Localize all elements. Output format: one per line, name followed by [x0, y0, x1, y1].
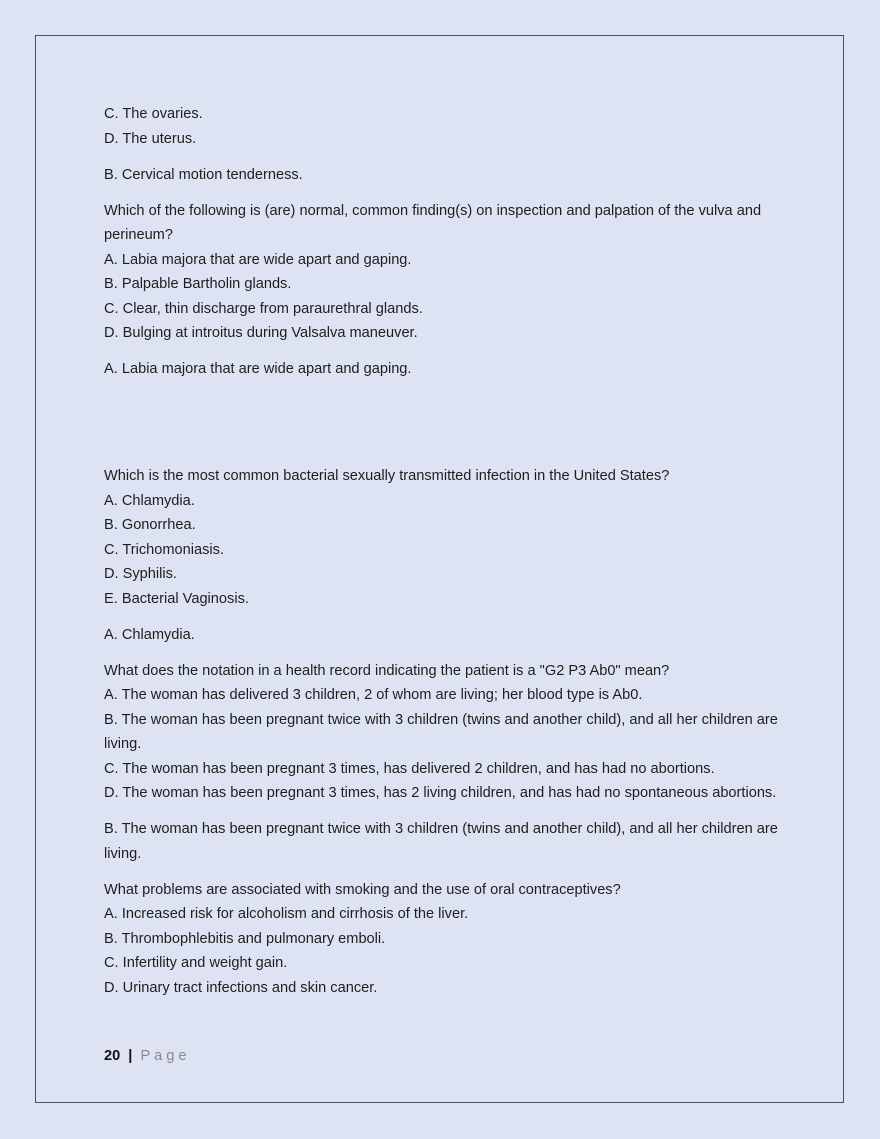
- question-block: [104, 464, 784, 611]
- option-line: C. Trichomoniasis.: [104, 541, 225, 558]
- answer-line: B. The woman has been pregnant twice with 3 children (twins and another child), and all her children are living.: [104, 821, 778, 862]
- answer-line: A. Labia majora that are wide apart and gaping.: [104, 361, 412, 377]
- footer-separator: |: [128, 1048, 133, 1064]
- option-line: C. Clear, thin discharge from paraurethral glands.: [104, 300, 423, 317]
- option-line: A. The woman has delivered 3 children, 2 of whom are living; her blood type is Ab0.: [104, 687, 643, 703]
- question-text: What problems are associated with smoking and the use of oral contraceptives?: [104, 881, 621, 898]
- answer-block: [104, 623, 784, 648]
- option-line: B. Gonorrhea.: [104, 517, 196, 533]
- question-text: Which of the following is (are) normal, common finding(s) on inspection and palpation of the vulva and perineum?: [104, 202, 762, 243]
- option-line: B. Palpable Bartholin glands.: [104, 276, 292, 292]
- question-block: [104, 878, 784, 1001]
- option-line: A. Increased risk for alcoholism and cirrhosis of the liver.: [104, 906, 469, 922]
- question-text: What does the notation in a health record indicating the patient is a "G2 P3 Ab0" mean?: [104, 662, 670, 679]
- answer-line: A. Chlamydia.: [104, 626, 195, 643]
- answer-block: [104, 817, 784, 866]
- option-line: C. The woman has been pregnant 3 times, has delivered 2 children, and has had no abortions.: [104, 760, 715, 777]
- answer-options-continued: [104, 102, 784, 151]
- option-line: D. The woman has been pregnant 3 times, has 2 living children, and has had no spontaneous abortions.: [104, 785, 777, 801]
- answer-block: [104, 163, 784, 188]
- page-footer: [104, 1044, 191, 1068]
- page-label: Page: [140, 1048, 191, 1064]
- answer-line: B. Cervical motion tenderness.: [104, 166, 303, 183]
- option-line: A. Chlamydia.: [104, 492, 195, 509]
- blank-space: [104, 393, 784, 464]
- option-line: D. Urinary tract infections and skin cancer.: [104, 979, 378, 996]
- question-block: [104, 199, 784, 346]
- document-body: [104, 102, 784, 1012]
- option-line: B. Thrombophlebitis and pulmonary emboli.: [104, 930, 386, 947]
- option-line: C. Infertility and weight gain.: [104, 955, 288, 971]
- page-number: 20: [104, 1048, 121, 1064]
- option-line: D. The uterus.: [104, 130, 197, 147]
- question-text: Which is the most common bacterial sexually transmitted infection in the United States?: [104, 468, 670, 484]
- option-line: A. Labia majora that are wide apart and gaping.: [104, 251, 412, 268]
- question-block: [104, 659, 784, 806]
- option-line: D. Bulging at introitus during Valsalva maneuver.: [104, 325, 418, 341]
- option-line: C. The ovaries.: [104, 106, 203, 122]
- option-line: D. Syphilis.: [104, 566, 177, 582]
- option-line: B. The woman has been pregnant twice with 3 children (twins and another child), and all her children are living.: [104, 711, 778, 752]
- answer-block: [104, 357, 784, 382]
- footer-divider: [190, 1043, 814, 1044]
- option-line: E. Bacterial Vaginosis.: [104, 590, 249, 607]
